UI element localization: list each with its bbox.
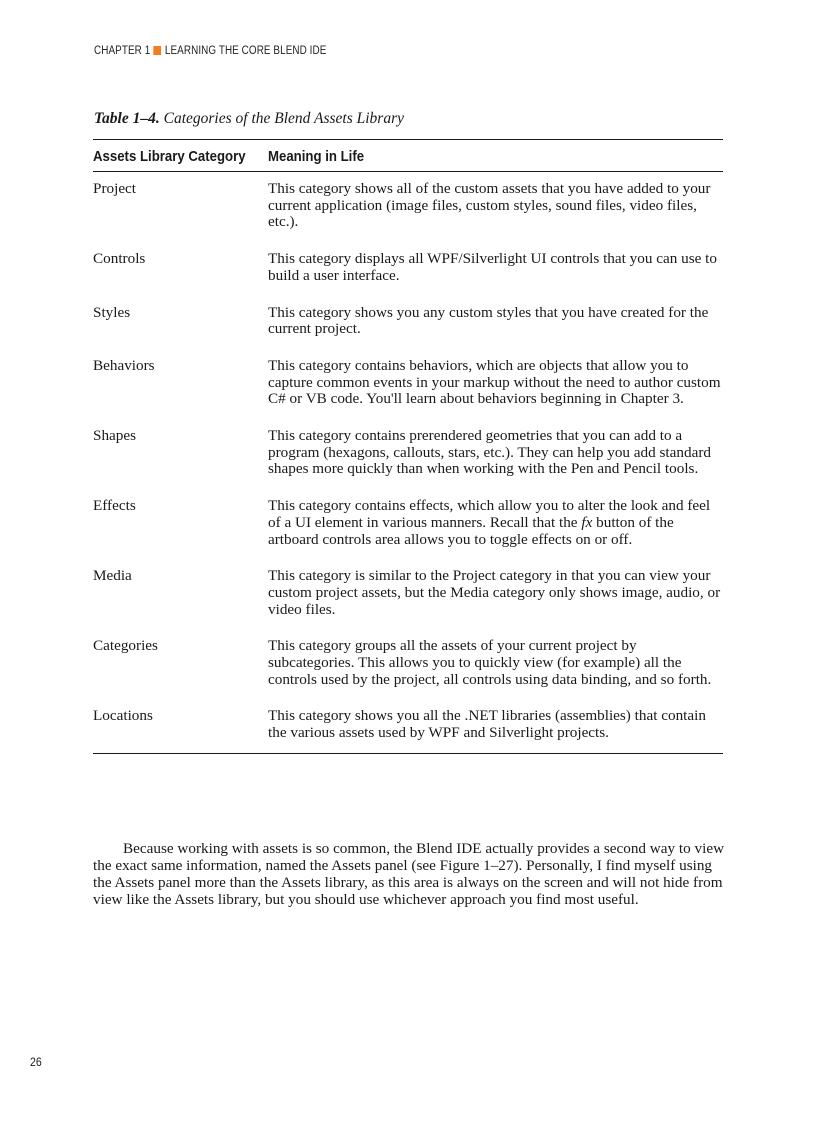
row-category: Styles: [93, 303, 131, 321]
running-head: [94, 45, 326, 57]
table-caption-text: Categories of the Blend Assets Library: [163, 110, 404, 127]
row-category: Behaviors: [93, 356, 155, 374]
row-meaning: This category shows all of the custom assets that you have added to your current application (image files, custom styles, sound files, video files, etc.).: [268, 180, 711, 231]
header-meaning-in-life: Meaning in Life: [268, 148, 365, 165]
row-meaning-before: This category contains effects, which allow you to alter the look and feel of a UI element in various manners. Recall that the: [268, 497, 711, 531]
table-row: [93, 242, 723, 295]
body-paragraph: Because working with assets is so common, the Blend IDE actually provides a second way to view the exact same information, named the Assets panel (see Figure 1–27). Personally, I find myself using the Assets panel more than the Assets library, as this area is always on the screen and will not hide from view like the Assets library, but you should use whichever approach you find most useful.: [93, 840, 725, 908]
row-category: Controls: [93, 250, 146, 268]
row-category: Media: [93, 567, 132, 585]
row-category: Shapes: [93, 427, 137, 445]
row-meaning: This category groups all the assets of your current project by subcategories. This allows you to quickly view (for example) all the controls used by the project, all controls using data binding, and so forth.: [268, 637, 712, 688]
row-category: Categories: [93, 637, 158, 655]
row-meaning: [268, 498, 726, 548]
table-caption: [94, 110, 404, 128]
table-row: [93, 559, 723, 629]
table-row: [93, 629, 723, 699]
table-caption-label: Table 1–4.: [94, 110, 160, 127]
table-row: [93, 296, 723, 349]
row-meaning: This category displays all WPF/Silverlight UI controls that you can use to build a user interface.: [268, 250, 717, 284]
row-meaning: This category contains prerendered geometries that you can add to a program (hexagons, callouts, stars, etc.). They can help you add standard shapes more quickly than when working with the Pen and Pencil tools.: [268, 427, 711, 478]
page-number: 26: [30, 1055, 42, 1069]
fx-emphasis: fx: [581, 513, 593, 531]
table-header: [93, 140, 723, 172]
chapter-label: CHAPTER 1: [94, 45, 151, 57]
row-meaning: This category shows you any custom styles that you have created for the current project.: [268, 303, 709, 338]
header-assets-library-category: Assets Library Category: [93, 148, 246, 165]
row-meaning-after: button of the artboard controls area allows you to toggle effects on or off.: [268, 513, 674, 548]
chapter-title: LEARNING THE CORE BLEND IDE: [164, 45, 327, 57]
row-category: Locations: [93, 707, 153, 725]
table-row: [93, 699, 723, 752]
table-row: [93, 172, 723, 242]
assets-categories-table: [93, 139, 723, 754]
table-row: [93, 419, 723, 489]
row-category: Effects: [93, 497, 136, 515]
row-category: Project: [93, 180, 137, 197]
row-meaning: This category shows you all the .NET libraries (assemblies) that contain the various assets used by WPF and Silverlight projects.: [268, 707, 706, 742]
row-meaning: This category contains behaviors, which are objects that allow you to capture common events in your markup without the need to author custom C# or VB code. You'll learn about behaviors beginning in Chapter 3.: [268, 356, 721, 408]
row-meaning: This category is similar to the Project category in that you can view your custom project assets, but the Media category only shows image, audio, or video files.: [268, 567, 721, 618]
running-head-separator: [154, 46, 162, 55]
table-row: [93, 349, 723, 419]
table-row: [93, 489, 723, 559]
